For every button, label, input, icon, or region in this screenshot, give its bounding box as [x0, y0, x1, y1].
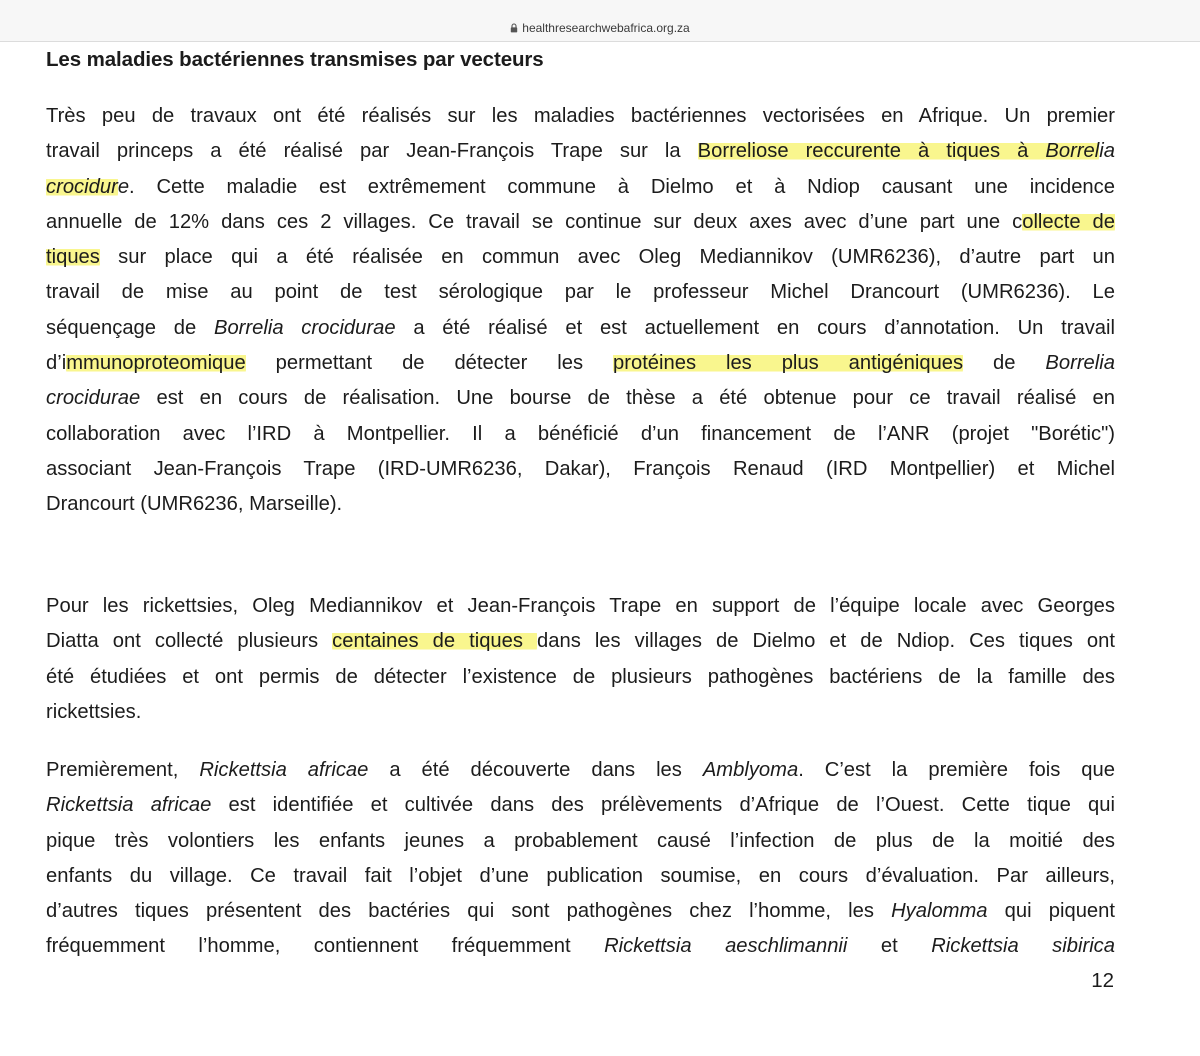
text-segment: est identifiée et cultivée dans des prélèvements d’Afrique de l’Ouest. Cette tique qui	[211, 794, 1115, 817]
text-line	[46, 660, 1115, 695]
text-segment: . C’est la première fois que	[798, 759, 1115, 781]
text-segment: associant Jean-François Trape (IRD-UMR6236, Dakar), François Renaud (IRD Montpellier) et Michel	[46, 457, 1115, 480]
text-segment: . Cette maladie est extrêmement commune à Dielmo et à Ndiop causant une incidence	[129, 175, 1115, 198]
text-segment: travail de mise au point de test sérologique par le professeur Michel Drancourt (UMR6236). Le	[46, 281, 1115, 304]
section-heading: Les maladies bactériennes transmises par vecteurs	[46, 48, 544, 71]
text-line	[46, 624, 1115, 659]
text-line	[46, 417, 1115, 452]
text-segment: Très peu de travaux ont été réalisés sur les maladies bactériennes vectorisées en Afrique. Un premier	[46, 105, 1115, 127]
paragraph-rickettsia-africae	[46, 753, 1115, 965]
text-segment: dans les villages de Dielmo et de Ndiop. Ces tiques ont	[537, 630, 1115, 653]
italic-text: Rickettsia sibirica	[931, 935, 1116, 958]
text-line	[46, 929, 1115, 964]
lock-icon	[510, 23, 518, 33]
italic-text: e	[117, 175, 130, 198]
highlighted-text: protéines les plus antigéniques	[613, 352, 964, 375]
highlighted-text: centaines de tiques	[332, 630, 538, 653]
text-segment: Premièrement,	[46, 759, 200, 781]
url-display[interactable]	[0, 21, 1200, 35]
text-segment: Diatta ont collecté plusieurs	[46, 630, 333, 653]
highlighted-text: crocidur	[46, 175, 118, 198]
text-segment: collaboration avec l’IRD à Montpellier. Il a bénéficié d’un financement de l’ANR (projet "Borétic")	[46, 422, 1115, 445]
text-line	[46, 695, 1115, 730]
text-line	[46, 859, 1115, 894]
text-line	[46, 240, 1115, 275]
highlighted-text: Borrel	[1045, 140, 1100, 163]
text-line	[46, 894, 1115, 929]
text-line	[46, 487, 1115, 522]
text-segment: Drancourt (UMR6236, Marseille).	[46, 493, 343, 516]
text-line	[46, 134, 1115, 169]
text-segment: annuelle de 12% dans ces 2 villages. Ce travail se continue sur deux axes avec d’une part une c	[46, 210, 1023, 233]
text-line	[46, 346, 1115, 381]
highlighted-text: tiques	[46, 246, 100, 269]
text-segment: a été découverte dans les	[368, 759, 703, 781]
paragraph-borreliose	[46, 99, 1115, 523]
text-segment: été étudiées et ont permis de détecter l’existence de plusieurs pathogènes bactériens de la famille des	[46, 665, 1115, 688]
italic-text: Rickettsia africae	[199, 759, 369, 781]
text-segment: rickettsies.	[46, 700, 142, 723]
text-line	[46, 452, 1115, 487]
italic-text: Rickettsia aeschlimannii	[604, 935, 848, 958]
paragraph-rickettsies	[46, 589, 1115, 730]
italic-text: Hyalomma	[891, 900, 988, 923]
text-segment: enfants du village. Ce travail fait l’objet d’une publication soumise, en cours d’évaluation. Par ailleurs,	[46, 864, 1115, 887]
text-segment: Pour les rickettsies, Oleg Mediannikov et Jean-François Trape en support de l’équipe locale avec Georges	[46, 595, 1115, 617]
text-segment: d’i	[46, 352, 67, 375]
highlighted-text: Borreliose reccurente à tiques à	[697, 140, 1046, 163]
text-segment: travail princeps a été réalisé par Jean-François Trape sur la	[46, 140, 698, 163]
italic-text: crocidurae	[46, 387, 141, 410]
text-line	[46, 788, 1115, 823]
text-segment: de	[963, 352, 1046, 375]
text-line	[46, 170, 1115, 205]
text-segment: et	[847, 935, 932, 958]
text-line	[46, 753, 1115, 788]
text-segment: permettant de détecter les	[245, 352, 614, 375]
text-segment: a été réalisé et est actuellement en cours d’annotation. Un travail	[395, 316, 1115, 339]
text-line	[46, 275, 1115, 310]
italic-text: Amblyoma	[702, 759, 799, 781]
text-line	[46, 99, 1115, 134]
highlighted-text: mmunoproteomique	[66, 352, 246, 375]
italic-text: Borrelia	[1045, 352, 1115, 375]
text-segment: sur place qui a été réalisée en commun avec Oleg Mediannikov (UMR6236), d’autre part un	[99, 246, 1115, 269]
italic-text: Borrelia crocidurae	[213, 316, 396, 339]
italic-text: Rickettsia africae	[46, 794, 212, 817]
text-segment: séquençage de	[46, 316, 214, 339]
text-line	[46, 311, 1115, 346]
text-segment: fréquemment l’homme, contiennent fréquemment	[46, 935, 605, 958]
text-line	[46, 824, 1115, 859]
italic-text: ia	[1099, 140, 1115, 163]
browser-address-bar	[0, 0, 1200, 42]
url-text: healthresearchwebafrica.org.za	[522, 21, 690, 35]
text-line	[46, 381, 1115, 416]
page-number: 12	[1091, 969, 1114, 992]
text-line	[46, 205, 1115, 240]
highlighted-text: ollecte de	[1022, 210, 1115, 233]
text-segment: est en cours de réalisation. Une bourse de thèse a été obtenue pour ce travail réalisé en	[140, 387, 1115, 410]
text-segment: qui piquent	[987, 900, 1115, 923]
text-segment: pique très volontiers les enfants jeunes a probablement causé l’infection de plus de la moitié des	[46, 829, 1115, 852]
text-segment: d’autres tiques présentent des bactéries qui sont pathogènes chez l’homme, les	[46, 900, 892, 923]
text-line	[46, 589, 1115, 624]
